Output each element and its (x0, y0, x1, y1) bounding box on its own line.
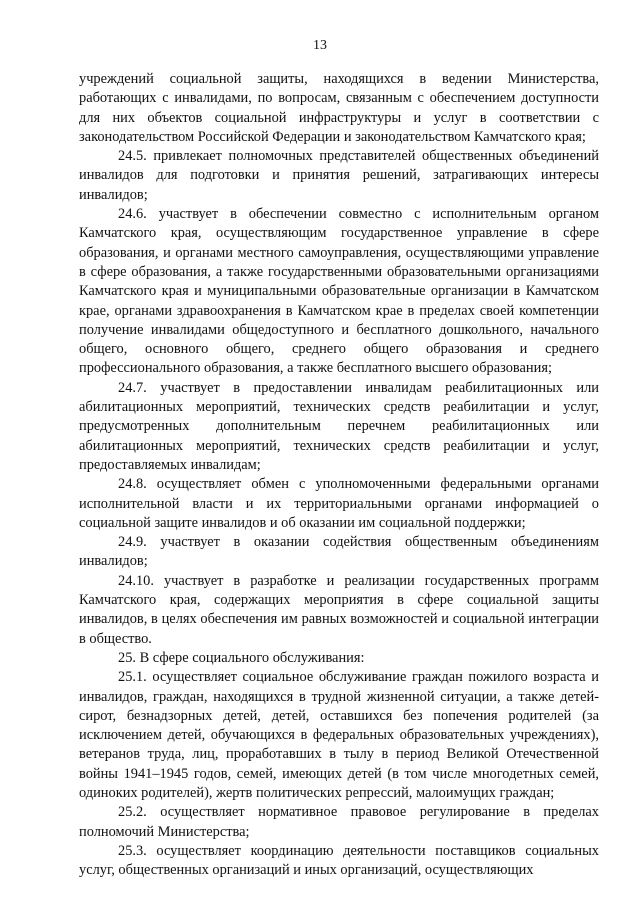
paragraph-25-heading: 25. В сфере социального обслуживания: (118, 649, 365, 666)
paragraph-24-9: 24.9. участвует в оказании содействия общественным объединениям инвалидов; (79, 534, 599, 570)
paragraph-24-6: 24.6. участвует в обеспечении совместно с исполнительным органом Камчатского края, осуществляющим государственное управление в сфере образования, и органами местного самоуправления, осуществляющими управление в сфере образования, а также государственными образовательными организациями Камчатского края и муниципальными образовательные организации в Камчатском крае, органами здравоохранения в Камчатском крае в пределах своей компетенции получение инвалидами общедоступного и бесплатного дошкольного, начального общего, основного общего, среднего общего образования и среднего профессионального образования, а также бесплатного высшего образования; (79, 206, 599, 377)
paragraph-24-10: 24.10. участвует в разработке и реализации государственных программ Камчатского края, содержащих мероприятия в сфере социальной защиты инвалидов, в целях обеспечения им равных возможностей и социальной интеграции в общество. (79, 572, 599, 647)
paragraph-25-1: 25.1. осуществляет социальное обслуживание граждан пожилого возраста и инвалидов, граждан, находящихся в трудной жизненной ситуации, а также детей-сирот, безнадзорных детей, детей, оставшихся без попечения родителей (за исключением детей, обучающихся в федеральных образовательных учреждениях), ветеранов труда, лиц, проработавших в тылу в период Великой Отечественной войны 1941–1945 годов, семей, имеющих детей (в том числе многодетных семей, одиноких родителей), жертв политических репрессий, малоимущих граждан; (79, 669, 599, 801)
paragraph-25-3: 25.3. осуществляет координацию деятельности поставщиков социальных услуг, общественных организаций и иных организаций, осуществляющих (79, 842, 599, 879)
paragraph-25-2: 25.2. осуществляет нормативное правовое регулирование в пределах полномочий Министерства; (79, 804, 599, 840)
paragraph-24-8: 24.8. осуществляет обмен с уполномоченными федеральными органами исполнительной власти и их территориальными органами информацией о социальной защите инвалидов и об оказании им социальной поддержки; (79, 476, 599, 531)
paragraph-24-5: 24.5. привлекает полномочных представителей общественных объединений инвалидов для подготовки и принятия решений, затрагивающих интересы инвалидов; (79, 148, 599, 203)
page-number: 13 (313, 38, 327, 53)
document-body (79, 70, 599, 880)
paragraph-continuation: учреждений социальной защиты, находящихся в ведении Министерства, работающих с инвалидами, по вопросам, связанным с обеспечением доступности для них объектов социальной инфраструктуры и услуг в соответствии с законодательством Российской Федерации и законодательством Камчатского края; (79, 71, 599, 145)
paragraph-24-7: 24.7. участвует в предоставлении инвалидам реабилитационных или абилитационных мероприятий, технических средств реабилитации и услуг, предусмотренных дополнительным перечнем реабилитационных или абилитационных мероприятий, технических средств реабилитации и услуг, предоставляемых инвалидам; (79, 379, 599, 473)
